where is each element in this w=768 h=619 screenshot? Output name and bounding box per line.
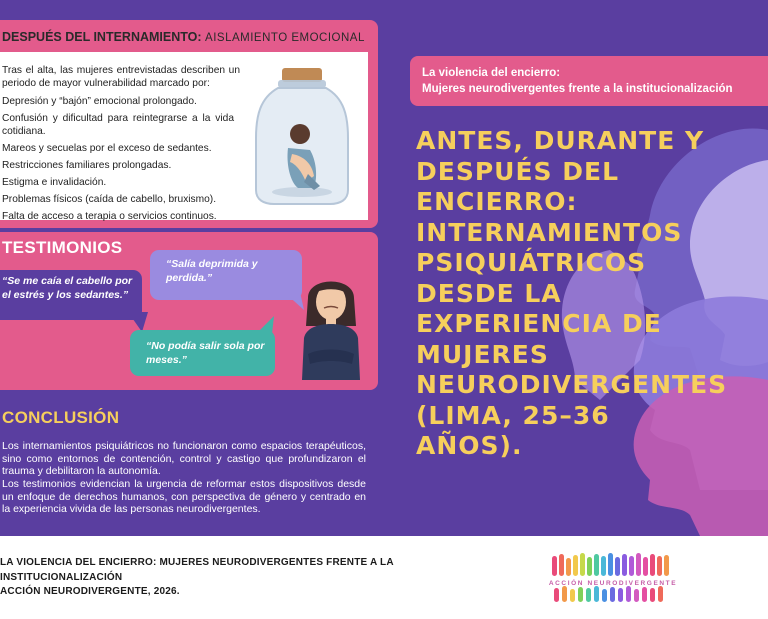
after-intro-text: Tras el alta, las mujeres entrevistadas describen un periodo de mayor vulnerabilidad marcado por: <box>2 65 240 89</box>
testimonios-title: TESTIMONIOS <box>2 238 123 257</box>
conclusion-paragraph: Los internamientos psiquiátricos no funcionaron como espacios terapéuticos, sino como entornos de contención, control y castigo que profundizaron el trauma y debilitaron la autonomía. <box>2 440 366 478</box>
woman-in-jar-illustration <box>248 64 356 208</box>
effects-list <box>2 96 234 228</box>
main-headline: ANTES, DURANTE Y DESPUÉS DEL ENCIERRO: INTERNAMIENTOS PSIQUIÁTRICOS DESDE LA EXPERIENCIA DE MUJERES NEURODIVERGENTES (LIMA, 25–36 AÑOS). <box>416 126 728 460</box>
conclusion-title: CONCLUSIÓN <box>2 408 120 427</box>
sad-woman-illustration <box>296 268 366 380</box>
quote-text: “No podía salir sola por meses.” <box>146 340 265 366</box>
footer-line: INSTITUCIONALIZACIÓN <box>0 571 123 583</box>
effect-item: Falta de acceso a terapia o servicios continuos. <box>2 210 217 222</box>
after-title-sub: AISLAMIENTO EMOCIONAL <box>205 32 365 44</box>
bubble-tail-icon <box>128 312 148 332</box>
footer-line: LA VIOLENCIA DEL ENCIERRO: MUJERES NEURODIVERGENTES FRENTE A LA <box>0 557 394 568</box>
footer-citation <box>0 556 394 600</box>
effect-item: Estigma e invalidación. <box>2 176 107 188</box>
footer-line: ACCIÓN NEURODIVERGENTE, 2026. <box>0 586 180 597</box>
after-title-main: DESPUÉS DEL INTERNAMIENTO: <box>2 30 202 44</box>
effect-item: Restricciones familiares prolongadas. <box>2 159 172 171</box>
tag-line: La violencia del encierro: <box>422 67 561 79</box>
conclusion-paragraph: Los testimonios evidencian la urgencia de reformar estos dispositivos desde un enfoque de derechos humanos, con perspectiva de género y centrado en la experiencia vivida de las personas neurodivergentes. <box>2 478 366 516</box>
quote-bubble <box>150 250 302 300</box>
quote-bubble <box>0 270 142 320</box>
effect-item: Mareos y secuelas por el exceso de sedantes. <box>2 142 212 154</box>
bubble-tail-icon <box>256 316 274 334</box>
campaign-tag <box>410 56 768 106</box>
logo-text: ACCIÓN NEURODIVERGENTE <box>548 580 678 587</box>
quote-text: “Salía deprimida y perdida.” <box>166 258 258 284</box>
tag-line: Mujeres neurodivergentes frente a la institucionalización <box>422 83 733 95</box>
effect-item: Confusión y dificultad para reintegrarse a la vida cotidiana. <box>2 113 234 137</box>
effect-item: Depresión y “bajón” emocional prolongado. <box>2 96 197 107</box>
quote-text: “Se me caía el cabello por el estrés y los sedantes.” <box>2 275 133 301</box>
quote-bubble <box>130 330 275 376</box>
effect-item: Problemas físicos (caída de cabello, bruxismo). <box>2 193 217 205</box>
after-card-title <box>2 30 365 44</box>
